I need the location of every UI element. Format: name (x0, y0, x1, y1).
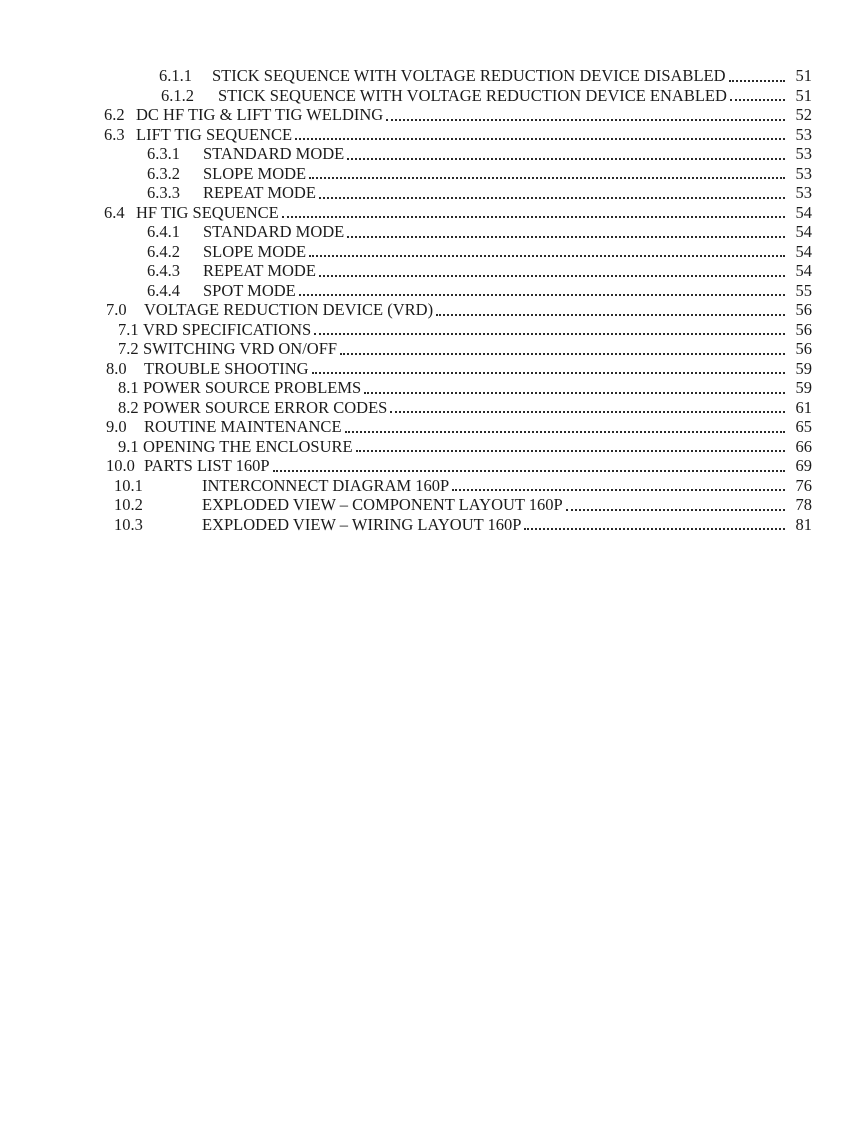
leader-dots (452, 476, 785, 492)
leader-dots (386, 105, 785, 121)
toc-entry-page: 56 (795, 319, 812, 339)
toc-entry[interactable] (0, 495, 812, 515)
toc-entry-number: 8.2 (118, 397, 139, 417)
leader-dots (356, 437, 785, 453)
toc-entry-title: EXPLODED VIEW – WIRING LAYOUT 160P (202, 514, 522, 534)
toc-entry-title: SLOPE MODE (203, 163, 307, 183)
leader-dots (729, 66, 785, 82)
toc-entry-page: 53 (795, 124, 812, 144)
toc-entry-number: 8.1 (118, 378, 139, 397)
toc-entry-number: 6.4.1 (147, 222, 180, 241)
toc-entry-title: DC HF TIG & LIFT TIG WELDING (136, 105, 384, 124)
leader-dots (273, 456, 785, 472)
toc-entry-number: 7.0 (106, 300, 127, 319)
toc-entry-page: 59 (795, 378, 812, 397)
toc-entry-page: 54 (795, 261, 812, 280)
toc-entry[interactable] (0, 300, 812, 320)
toc-entry-number: 9.1 (118, 436, 139, 456)
leader-dots (319, 183, 785, 199)
toc-entry-title: TROUBLE SHOOTING (144, 358, 309, 378)
toc-entry-number: 6.3.3 (147, 183, 180, 202)
toc-entry-number: 6.4.2 (147, 241, 180, 261)
toc-entry-page: 55 (795, 280, 812, 300)
toc-entry-title: POWER SOURCE PROBLEMS (143, 378, 362, 397)
toc-entry-number: 6.4 (104, 202, 125, 222)
leader-dots (390, 398, 785, 414)
toc-entry-title: ROUTINE MAINTENANCE (144, 417, 342, 436)
toc-entry-page: 54 (795, 222, 812, 241)
toc-entry-page: 81 (795, 514, 812, 534)
toc-entry[interactable] (0, 378, 812, 398)
toc-entry[interactable] (0, 261, 812, 281)
toc-entry[interactable] (0, 144, 812, 164)
toc-entry-number: 6.4.4 (147, 280, 180, 300)
toc-entry[interactable] (0, 339, 812, 359)
toc-entry-title: HF TIG SEQUENCE (136, 202, 279, 222)
toc-entry-title: INTERCONNECT DIAGRAM 160P (202, 475, 450, 495)
toc-entry-page: 65 (795, 417, 812, 436)
toc-entry-title: STICK SEQUENCE WITH VOLTAGE REDUCTION DEVICE ENABLED (218, 85, 727, 105)
toc-entry[interactable] (0, 86, 812, 106)
toc-entry[interactable] (0, 183, 812, 203)
leader-dots (309, 164, 785, 180)
toc-entry-page: 61 (795, 397, 812, 417)
toc-entry-page: 56 (795, 300, 812, 319)
toc-entry-number: 7.2 (118, 339, 139, 358)
toc-entry-page: 53 (795, 144, 812, 163)
toc-entry-page: 66 (795, 436, 812, 456)
toc-entry-title: SWITCHING VRD ON/OFF (143, 339, 338, 358)
toc-entry-page: 51 (795, 66, 812, 85)
leader-dots (340, 339, 785, 355)
leader-dots (319, 261, 785, 277)
toc-entry-page: 54 (795, 202, 812, 222)
toc-entry-page: 53 (795, 183, 812, 202)
toc-entry-number: 6.1.1 (159, 66, 192, 85)
toc-entry-number: 6.3.2 (147, 163, 180, 183)
leader-dots (347, 144, 785, 160)
toc-entry[interactable] (0, 66, 812, 86)
toc-entry[interactable] (0, 164, 812, 184)
toc-entry-number: 9.0 (106, 417, 127, 436)
toc-entry-title: STANDARD MODE (203, 144, 345, 163)
toc-entry-page: 56 (795, 339, 812, 358)
leader-dots (314, 320, 785, 336)
toc-entry-number: 6.2 (104, 105, 125, 124)
toc-entry[interactable] (0, 359, 812, 379)
leader-dots (524, 515, 785, 531)
toc-entry-title: STANDARD MODE (203, 222, 345, 241)
toc-entry[interactable] (0, 398, 812, 418)
toc-entry-page: 59 (795, 358, 812, 378)
toc-entry[interactable] (0, 125, 812, 145)
leader-dots (566, 495, 785, 511)
toc-entry-title: SPOT MODE (203, 280, 296, 300)
toc-entry-title: LIFT TIG SEQUENCE (136, 124, 293, 144)
toc-entry[interactable] (0, 222, 812, 242)
toc-entry-title: STICK SEQUENCE WITH VOLTAGE REDUCTION DEVICE DISABLED (212, 66, 726, 85)
toc-entry-page: 78 (795, 495, 812, 514)
toc-entry-title: EXPLODED VIEW – COMPONENT LAYOUT 160P (202, 495, 563, 514)
toc-entry[interactable] (0, 456, 812, 476)
toc-entry-number: 6.1.2 (161, 85, 194, 105)
toc-entry-number: 7.1 (118, 319, 139, 339)
toc-entry-page: 52 (795, 105, 812, 124)
toc-entry-number: 6.3 (104, 124, 125, 144)
toc-entry-title: VOLTAGE REDUCTION DEVICE (VRD) (144, 300, 434, 319)
toc-entry-title: REPEAT MODE (203, 183, 316, 202)
toc-entry-number: 10.1 (114, 475, 143, 495)
toc-entry[interactable] (0, 281, 812, 301)
leader-dots (364, 378, 785, 394)
toc-entry-title: SLOPE MODE (203, 241, 307, 261)
toc-entry[interactable] (0, 437, 812, 457)
leader-dots (436, 300, 785, 316)
toc-entry-number: 8.0 (106, 358, 127, 378)
toc-entry-page: 54 (795, 241, 812, 261)
toc-list (0, 66, 812, 534)
leader-dots (282, 203, 785, 219)
leader-dots (730, 86, 785, 102)
toc-entry-title: POWER SOURCE ERROR CODES (143, 397, 388, 417)
toc-entry-number: 6.3.1 (147, 144, 180, 163)
leader-dots (347, 222, 785, 238)
toc-entry-title: PARTS LIST 160P (144, 456, 270, 475)
leader-dots (345, 417, 785, 433)
toc-entry[interactable] (0, 242, 812, 262)
toc-entry-number: 10.3 (114, 514, 143, 534)
leader-dots (312, 359, 785, 375)
toc-entry-page: 69 (795, 456, 812, 475)
leader-dots (299, 281, 785, 297)
toc-entry-title: REPEAT MODE (203, 261, 316, 280)
toc-entry[interactable] (0, 320, 812, 340)
toc-entry[interactable] (0, 417, 812, 437)
toc-entry[interactable] (0, 515, 812, 535)
toc-entry-page: 51 (795, 85, 812, 105)
toc-entry-page: 76 (795, 475, 812, 495)
toc-entry[interactable] (0, 203, 812, 223)
toc-entry-title: OPENING THE ENCLOSURE (143, 436, 353, 456)
toc-entry-page: 53 (795, 163, 812, 183)
leader-dots (295, 125, 785, 141)
toc-entry[interactable] (0, 476, 812, 496)
toc-entry-number: 6.4.3 (147, 261, 180, 280)
toc-entry[interactable] (0, 105, 812, 125)
toc-entry-title: VRD SPECIFICATIONS (143, 319, 312, 339)
leader-dots (309, 242, 785, 258)
toc-entry-number: 10.2 (114, 495, 143, 514)
toc-entry-number: 10.0 (106, 456, 135, 475)
